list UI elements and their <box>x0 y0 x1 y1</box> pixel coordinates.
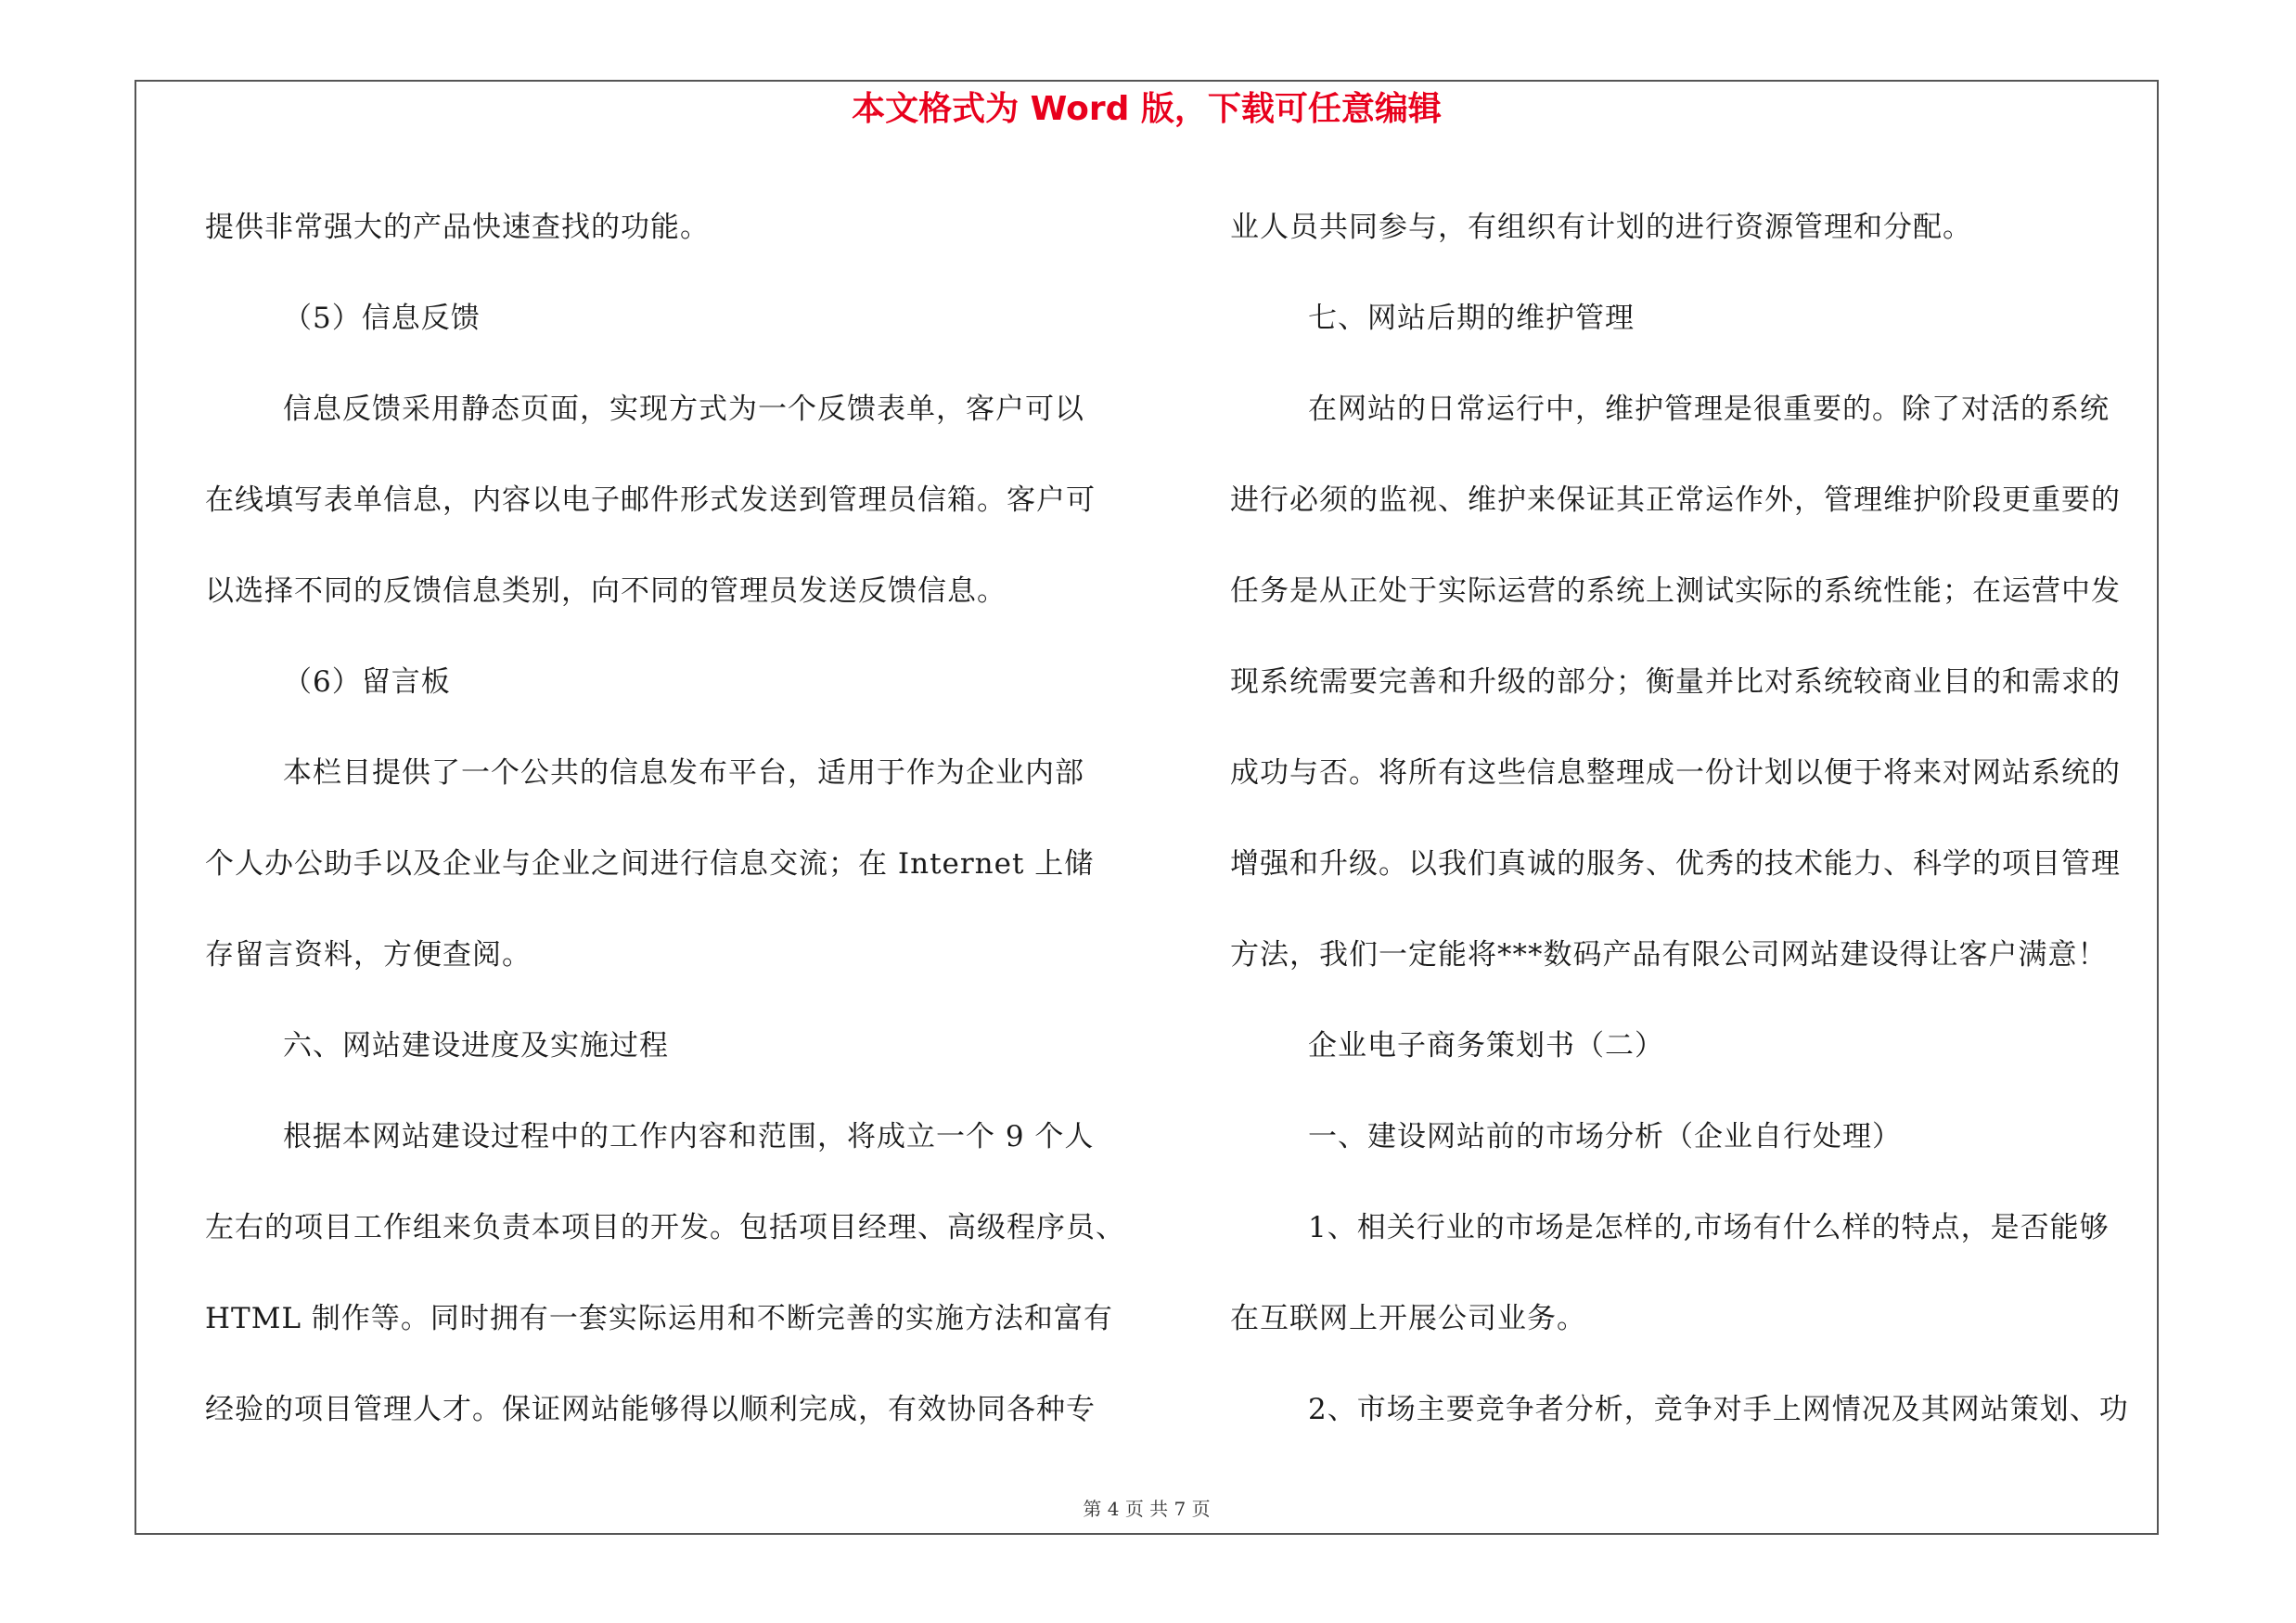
left-text-line: （5）信息反馈 <box>283 302 481 335</box>
left-text-line: 提供非常强大的产品快速查找的功能。 <box>205 211 710 244</box>
left-text-line: 信息反馈采用静态页面，实现方式为一个反馈表单，客户可以 <box>283 393 1084 426</box>
left-text-line: 在线填写表单信息，内容以电子邮件形式发送到管理员信箱。客户可 <box>205 483 1096 517</box>
right-text-line: 方法，我们一定能将***数码产品有限公司网站建设得让客户满意！ <box>1230 938 2108 972</box>
right-text-line: 七、网站后期的维护管理 <box>1308 302 1635 335</box>
right-text-line: 企业电子商务策划书（二） <box>1308 1029 1664 1063</box>
right-text-line: 现系统需要完善和升级的部分；衡量并比对系统较商业目的和需求的 <box>1230 665 2121 699</box>
right-text-line: 业人员共同参与，有组织有计划的进行资源管理和分配。 <box>1230 211 1972 244</box>
left-text-line: （6）留言板 <box>283 665 451 699</box>
left-text-line: 存留言资料，方便查阅。 <box>205 938 532 972</box>
left-text-line: 左右的项目工作组来负责本项目的开发。包括项目经理、高级程序员、 <box>205 1211 1125 1244</box>
right-text-line: 在网站的日常运行中，维护管理是很重要的。除了对活的系统 <box>1308 393 2110 426</box>
right-text-line: 2、市场主要竞争者分析，竞争对手上网情况及其网站策划、功 <box>1308 1393 2129 1426</box>
left-text-line: 本栏目提供了一个公共的信息发布平台，适用于作为企业内部 <box>283 756 1084 790</box>
right-text-line: 进行必须的监视、维护来保证其正常运作外，管理维护阶段更重要的 <box>1230 483 2121 517</box>
right-text-line: 在互联网上开展公司业务。 <box>1230 1302 1586 1335</box>
left-text-line: 个人办公助手以及企业与企业之间进行信息交流；在 Internet 上储 <box>205 847 1095 881</box>
right-text-line: 增强和升级。以我们真诚的服务、优秀的技术能力、科学的项目管理 <box>1230 847 2121 881</box>
right-column <box>1230 182 2158 1455</box>
right-text-line: 任务是从正处于实际运营的系统上测试实际的系统性能；在运营中发 <box>1230 574 2121 608</box>
page-number: 第 4 页 共 7 页 <box>1083 1498 1211 1520</box>
right-text-line: 成功与否。将所有这些信息整理成一份计划以便于将来对网站系统的 <box>1230 756 2121 790</box>
left-text-line: HTML 制作等。同时拥有一套实际运用和不断完善的实施方法和富有 <box>205 1302 1113 1335</box>
left-text-line: 根据本网站建设过程中的工作内容和范围，将成立一个 9 个人 <box>283 1120 1095 1153</box>
left-column <box>205 182 1123 1455</box>
left-text-line: 经验的项目管理人才。保证网站能够得以顺利完成，有效协同各种专 <box>205 1393 1096 1426</box>
left-text-line: 以选择不同的反馈信息类别，向不同的管理员发送反馈信息。 <box>205 574 1007 608</box>
left-text-line: 六、网站建设进度及实施过程 <box>283 1029 669 1063</box>
right-text-line: 一、建设网站前的市场分析（企业自行处理） <box>1308 1120 1902 1153</box>
right-text-line: 1、相关行业的市场是怎样的,市场有什么样的特点，是否能够 <box>1308 1211 2110 1244</box>
document-banner: 本文格式为 Word 版，下载可任意编辑 <box>852 90 1442 128</box>
